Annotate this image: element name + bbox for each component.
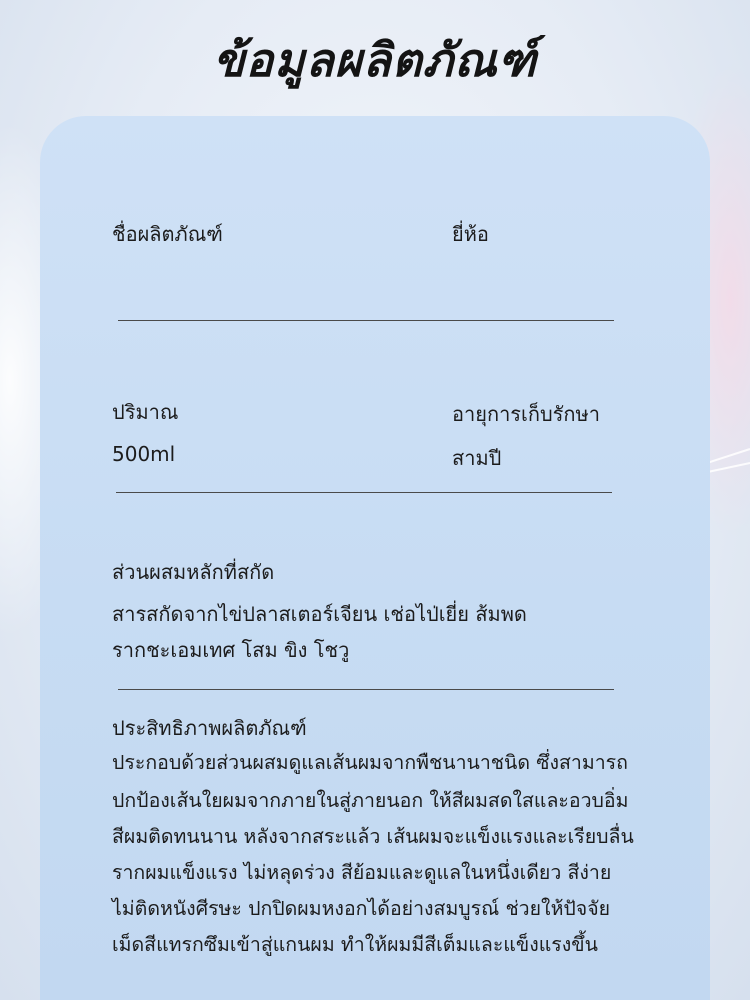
- divider: [118, 689, 614, 690]
- efficacy-line: สีผมติดทนนาน หลังจากสระแล้ว เส้นผมจะแข็งแรงและเรียบลื่น: [112, 825, 634, 848]
- volume-label: ปริมาณ: [112, 400, 179, 424]
- efficacy-line: ปกป้องเส้นใยผมจากภายในสู่ภายนอก ให้สีผมสดใสและอวบอิ่ม: [112, 789, 629, 812]
- divider: [118, 320, 614, 321]
- shelf-life-value: สามปี: [452, 446, 502, 470]
- ingredients-line: รากชะเอมเทศ โสม ขิง โชวู: [112, 638, 350, 662]
- ingredients-line: สารสกัดจากไข่ปลาสเตอร์เจียน เช่อไป่เยี่ย ส้มพด: [112, 602, 527, 626]
- page-title: ข้อมูลผลิตภัณฑ์: [213, 33, 537, 87]
- brand-label: ยี่ห้อ: [452, 222, 489, 246]
- efficacy-line: รากผมแข็งแรง ไม่หลุดร่วง สีย้อมและดูแลในหนึ่งเดียว สีง่าย: [112, 861, 612, 884]
- ingredients-label: ส่วนผสมหลักที่สกัด: [112, 560, 275, 584]
- efficacy-line: ไม่ติดหนังศีรษะ ปกปิดผมหงอกได้อย่างสมบูรณ์ ช่วยให้ปัจจัย: [112, 897, 611, 920]
- divider: [116, 492, 612, 493]
- volume-value: 500ml: [112, 442, 176, 466]
- efficacy-line: เม็ดสีแทรกซึมเข้าสู่แกนผม ทำให้ผมมีสีเต็มและแข็งแรงขึ้น: [112, 933, 598, 956]
- shelf-life-label: อายุการเก็บรักษา: [452, 402, 600, 426]
- efficacy-label: ประสิทธิภาพผลิตภัณฑ์: [112, 716, 307, 740]
- product-name-label: ชื่อผลิตภัณฑ์: [112, 222, 223, 246]
- efficacy-line: ประกอบด้วยส่วนผสมดูแลเส้นผมจากพืชนานาชนิด ซึ่งสามารถ: [112, 751, 628, 774]
